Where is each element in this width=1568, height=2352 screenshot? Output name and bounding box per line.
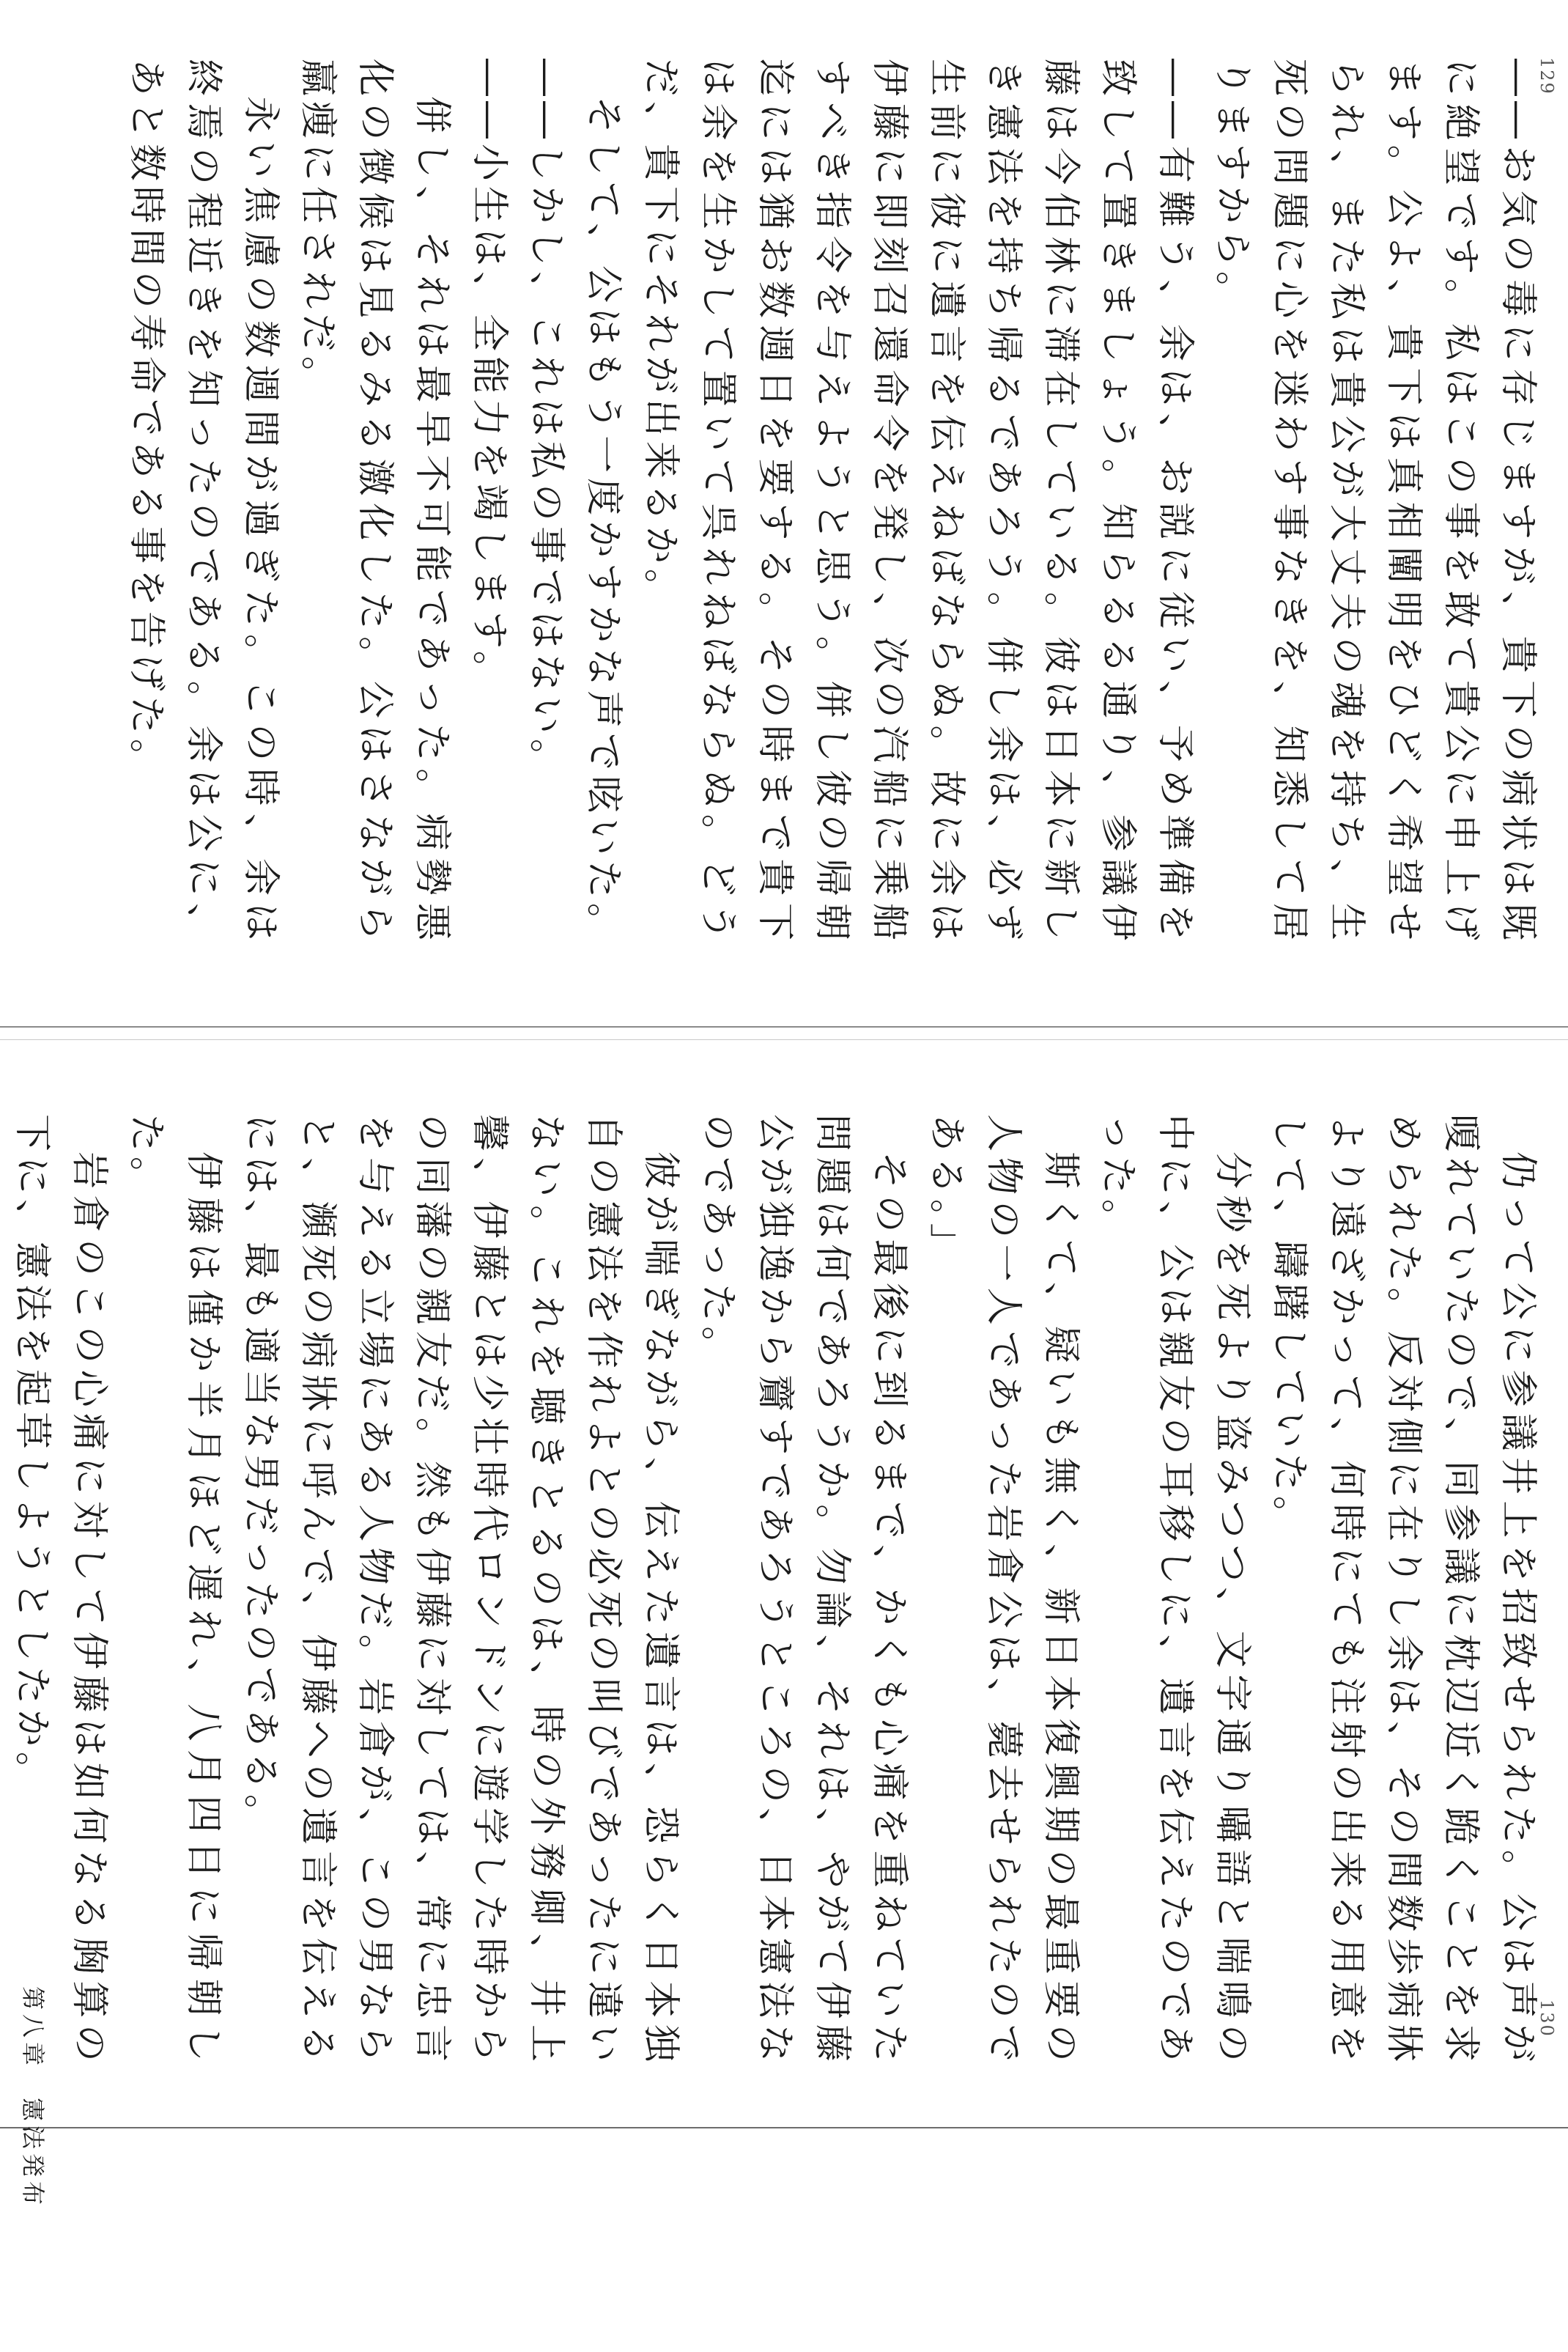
- page-edge-upper: [0, 1026, 1568, 1028]
- paragraph: 分秒を死より盗みつつ、文字通り囁語と喘鳴の中に、公は親友の耳移しに、遺言を伝えたのであった。: [1096, 1114, 1254, 2067]
- paragraph: 永い焦慮の数週間が過ぎた。この時、余は終焉の程近きを知ったのである。余は公に、あと数時間の寿命である事を告げた。: [125, 59, 282, 945]
- paragraph: 併し、それは最早不可能であった。病勢悪化の徴候は見るみる激化した。公はさながら羸痩に任されだ。: [296, 59, 454, 945]
- paragraph: ――有難う、余は、お説に従い、予め準備を致して置きましょう。知らるる通り、参議伊藤は今伯林に滞在している。彼は日本に新しき憲法を持ち帰るであろう。併し余は、必ず生前に彼に遺言を伝えねばならぬ。故に余は伊藤に即刻召還命令を発し、次の汽船に乗船すべき指令を与えようと思う。併し彼の帰朝迄には猶お数週日を要する。その時まで貴下は余を生かして置いて呉れねばならぬ。どうだ、貴下にそれが出来るか。: [639, 59, 1197, 945]
- paragraph: 伊藤は僅か半月ほど遅れ、八月四日に帰朝した。: [125, 1114, 225, 2067]
- page-edge-upper-shadow: [0, 1039, 1568, 1040]
- paragraph: 斯くて、疑いも無く、新日本復興期の最重要の人物の一人であった岩倉公は、薨去せられたのである。」: [925, 1114, 1082, 2067]
- page-number-lower: 130: [1536, 1999, 1557, 2038]
- paragraph: 岩倉のこの心痛に対して伊藤は如何なる胸算の下に、憲法を起草しようとしたか。: [10, 1114, 111, 2067]
- upper-page-text: [125, 59, 1546, 945]
- page-edge-lower: [0, 2127, 1568, 2128]
- paragraph: ――お気の毒に存じますが、貴下の病状は既に絶望です。私はこの事を敢て貴公に申上げます。公よ、貴下は真相闡明をひどく希望せられ、また私は貴公が大丈夫の魂を持ち、生死の問題に心を迷わす事なきを、知悉して居りますから。: [1210, 59, 1539, 945]
- lower-page-text: [10, 1114, 1546, 2067]
- running-head-chapter: 第八章 憲法発布: [19, 1986, 47, 2210]
- paragraph: ――小生は、全能力を竭します。: [467, 59, 511, 693]
- page-number-upper: 129: [1536, 57, 1557, 95]
- paragraph: その最後に到るまで、かくも心痛を重ねていた問題は何であろうか。勿論、それは、やがて伊藤公が独逸から齎すであろうところの、日本憲法なのであった。: [696, 1114, 911, 2067]
- paragraph: ――しかし、これは私の事ではない。: [525, 59, 568, 782]
- paragraph: そして、公はもう一度かすかな声で呟いた。: [582, 96, 625, 945]
- paragraph: 仍って公に参議井上を招致せられた。公は声が嗄れていたので、同参議に枕辺近く跪くことを求められた。反対側に在りし余は、その間数歩病牀より遠ざかって、何時にても注射の出来る用意をして、躊躇していた。: [1268, 1114, 1539, 2067]
- paragraph: 彼が喘ぎながら、伝えた遺言は、恐らく日本独自の憲法を作れよとの必死の叫びであったに違いない。これを聴きとるのは、時の外務卿、井上馨、伊藤とは少壮時代ロンドンに遊学した時からの同藩の親友だ。然も伊藤に対しては、常に忠言を与える立場にある人物だ。岩倉が、この男ならと、瀕死の病牀に呼んで、伊藤への遺言を伝えるには、最も適当な男だったのである。: [239, 1114, 682, 2067]
